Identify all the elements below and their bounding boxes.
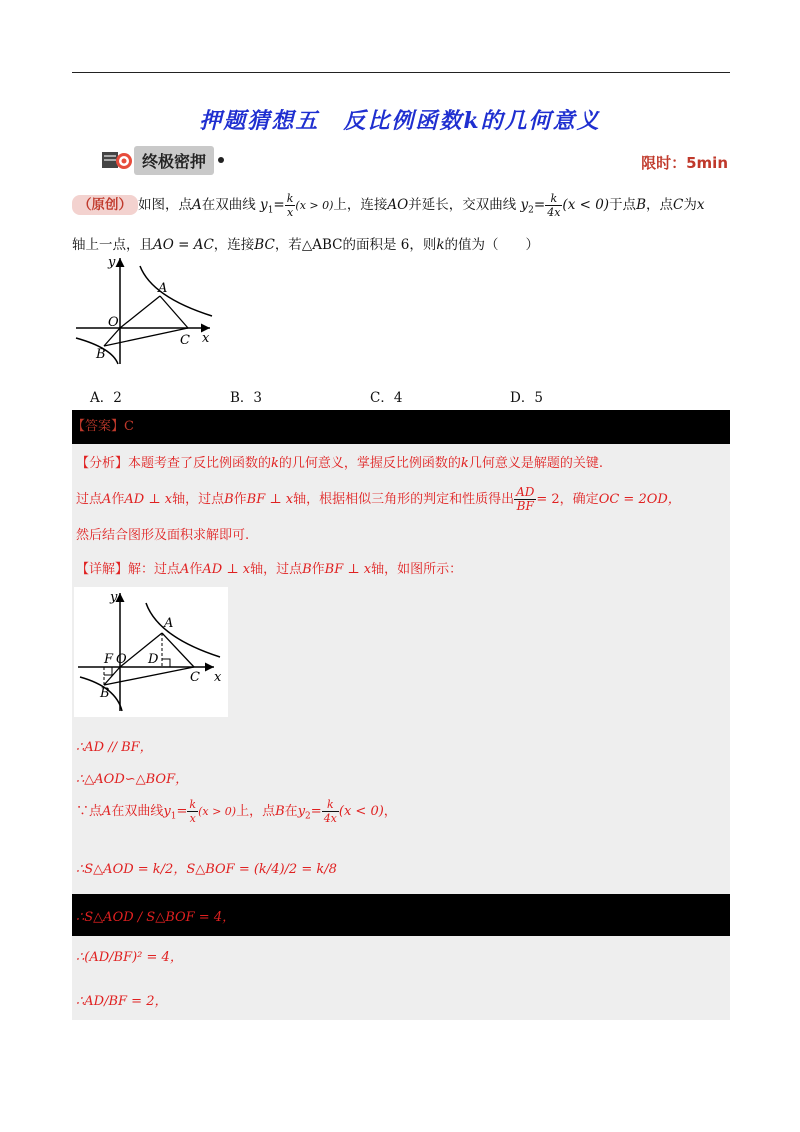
detail-step-6: ∴(AD/BF)² = 4， bbox=[76, 950, 183, 965]
detail-step-7: ∴AD/BF = 2， bbox=[76, 994, 168, 1009]
fig1-label-c: C bbox=[180, 333, 190, 348]
option-b[interactable]: B．3 bbox=[230, 390, 263, 406]
detail-step-5: ∴S△AOD / S△BOF = 4， bbox=[76, 910, 236, 925]
fig2-label-d: D bbox=[148, 652, 159, 667]
figure-1 bbox=[72, 252, 222, 370]
fig1-label-b: B bbox=[96, 347, 106, 362]
detail-step-3: ∵点A在双曲线$y_1=$ $\frac{k}{x}$ (x > 0)上，点B在$y_2=$ $\frac{k}{4x}$ (x < 0)， bbox=[76, 798, 397, 825]
detail-step-1: ∴AD // BF， bbox=[76, 740, 153, 755]
page-title: 押题猜想五 反比例函数k的几何意义 bbox=[199, 108, 601, 134]
question-text: （原创） 如图，点A在双曲线 $y_1=$ $\frac{k}{x}$ (x > 0)上，连接AO并延长，交双曲线 $y_2=$ $\frac{k}{4x}$ (x < 0)于点B，点C为x 轴上一点，且AO = AC，连接BC，若△ABC的面积是 6，则k的值为（ ） bbox=[72, 192, 705, 253]
options bbox=[90, 386, 650, 406]
banner-dot bbox=[218, 157, 224, 163]
detail-step-4: ∴S△AOD = k/2，S△BOF = (k/4)/2 = k/8 bbox=[76, 862, 337, 877]
answer-bar bbox=[72, 410, 730, 444]
fig2-label-o: O bbox=[116, 652, 127, 667]
fig2-label-x: x bbox=[214, 670, 222, 685]
detail-line-1: 【详解】解：过点A作AD ⊥ x轴，过点B作BF ⊥ x轴，如图所示： bbox=[76, 562, 463, 577]
figure-2 bbox=[74, 587, 228, 717]
fig1-label-x: x bbox=[202, 331, 210, 346]
option-c[interactable]: C．4 bbox=[370, 390, 403, 406]
option-a[interactable]: A．2 bbox=[90, 390, 122, 406]
fig2-label-c: C bbox=[190, 670, 200, 685]
target-icon bbox=[100, 147, 134, 173]
section-banner bbox=[100, 145, 224, 175]
fig1-label-y: y bbox=[108, 255, 116, 270]
option-d[interactable]: D．5 bbox=[510, 390, 543, 406]
top-rule bbox=[72, 72, 730, 73]
fig2-label-b: B bbox=[100, 686, 110, 701]
fig1-label-a: A bbox=[158, 281, 168, 296]
banner-label: 终极密押 bbox=[134, 146, 214, 175]
fig2-label-y: y bbox=[110, 590, 118, 605]
fig2-label-a: A bbox=[164, 616, 174, 631]
fig1-label-o: O bbox=[108, 315, 119, 330]
origin-tag: （原创） bbox=[72, 195, 138, 215]
analysis-line-3: 然后结合图形及面积求解即可. bbox=[76, 528, 250, 543]
answer: 【答案】C bbox=[72, 419, 134, 434]
time-limit: 限时：5min bbox=[641, 154, 728, 172]
fig2-label-f: F bbox=[104, 652, 114, 667]
detail-step-2: ∴△AOD∽△BOF， bbox=[76, 772, 189, 787]
analysis-line-2: 过点A作AD ⊥ x轴，过点B作BF ⊥ x轴，根据相似三角形的判定和性质得出 $\frac{AD}{BF}$ = 2，确定OC = 2OD， bbox=[76, 485, 681, 513]
analysis-line-1: 【分析】本题考查了反比例函数的k的几何意义，掌握反比例函数的k几何意义是解题的关键. bbox=[76, 456, 603, 471]
